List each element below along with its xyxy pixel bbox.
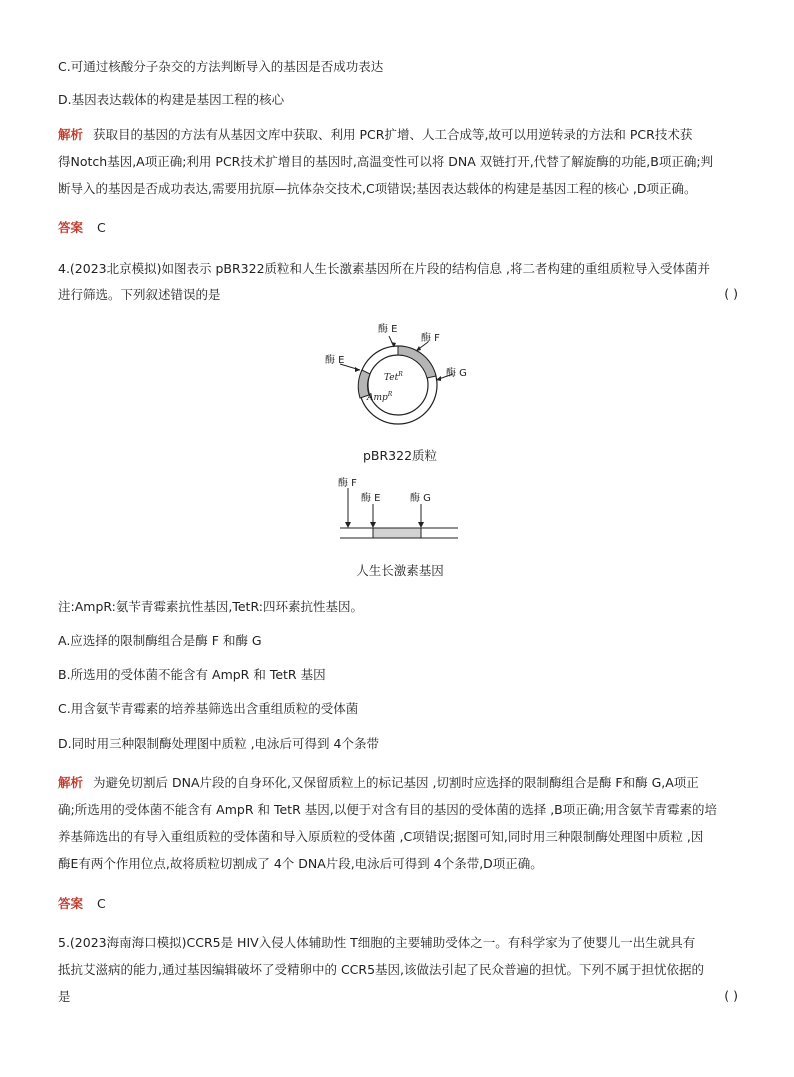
- plasmid-enzyme-e-top-label: 酶 E: [378, 324, 398, 335]
- answer-label: 答案: [58, 220, 84, 235]
- q4-analysis-line1: 解析 为避免切割后 DNA片段的自身环化,又保留质粒上的标记基因 ,切割时应选择的限制酶组合是酶 F和酶 G,A项正: [58, 775, 699, 790]
- q3-option-d: D.基因表达载体的构建是基因工程的核心: [58, 92, 285, 107]
- answer-label: 答案: [58, 896, 84, 911]
- answer-value: C: [97, 896, 106, 911]
- plasmid-enzyme-g-label: 酶 G: [446, 368, 467, 379]
- analysis-label: 解析: [58, 127, 84, 142]
- amp-label: Amp$^R$: [367, 391, 393, 403]
- q4-answer-blank: ( ): [724, 286, 738, 301]
- q3-answer: [58, 219, 106, 237]
- q4-answer: [58, 895, 106, 913]
- q4-analysis-line2: 确;所选用的受体菌不能含有 AmpR 和 TetR 基因,以便于对含有目的基因的受体菌的选择 ,B项正确;用含氨苄青霉素的培: [58, 802, 717, 817]
- q4-note: 注:AmpR:氨苄青霉素抗性基因,TetR:四环素抗性基因。: [58, 599, 363, 614]
- gene-caption: 人生长激素基因: [356, 563, 444, 578]
- q5-stem-line3: 是: [58, 989, 71, 1004]
- q5-answer-blank: ( ): [724, 988, 738, 1003]
- gene-enzyme-e-label: 酶 E: [361, 493, 381, 504]
- analysis-label: 解析: [58, 775, 84, 790]
- q4-analysis-line3: 养基筛选出的有导入重组质粒的受体菌和导入原质粒的受体菌 ,C项错误;据图可知,同时用三种限制酶处理图中质粒 ,因: [58, 829, 704, 844]
- q4-option-a: A.应选择的限制酶组合是酶 F 和酶 G: [58, 633, 262, 648]
- q3-analysis-line2: 得Notch基因,A项正确;利用 PCR技术扩增目的基因时,高温变性可以将 DNA 双链打开,代替了解旋酶的功能,B项正确;判: [58, 154, 714, 169]
- q4-option-c: C.用含氨苄青霉素的培养基筛选出含重组质粒的受体菌: [58, 701, 359, 716]
- q4-option-d: D.同时用三种限制酶处理图中质粒 ,电泳后可得到 4个条带: [58, 736, 379, 751]
- q4-stem-line1: 4.(2023北京模拟)如图表示 pBR322质粒和人生长激素基因所在片段的结构信息 ,将二者构建的重组质粒导入受体菌并: [58, 261, 710, 276]
- q4-option-b: B.所选用的受体菌不能含有 AmpR 和 TetR 基因: [58, 667, 326, 682]
- gene-enzyme-f-label: 酶 F: [338, 478, 357, 489]
- plasmid-caption: pBR322质粒: [362, 448, 438, 463]
- answer-value: C: [97, 220, 106, 235]
- gene-segment-diagram: [330, 476, 470, 546]
- q4-stem-line2: 进行筛选。下列叙述错误的是: [58, 287, 221, 302]
- growth-hormone-gene-region: [373, 528, 421, 538]
- q5-stem-line1: 5.(2023海南海口模拟)CCR5是 HIV入侵人体辅助性 T细胞的主要辅助受体之一。有科学家为了使婴儿一出生就具有: [58, 935, 696, 950]
- q4-analysis-line4: 酶E有两个作用位点,故将质粒切割成了 4个 DNA片段,电泳后可得到 4个条带,D项正确。: [58, 856, 543, 871]
- q3-option-c: C.可通过核酸分子杂交的方法判断导入的基因是否成功表达: [58, 59, 384, 74]
- plasmid-enzyme-e-left-label: 酶 E: [325, 355, 345, 366]
- plasmid-diagram: [310, 318, 490, 438]
- gene-enzyme-g-label: 酶 G: [410, 493, 431, 504]
- q3-analysis-line3: 断导入的基因是否成功表达,需要用抗原—抗体杂交技术,C项错误;基因表达载体的构建是基因工程的核心 ,D项正确。: [58, 181, 697, 196]
- tet-label: Tet$^R$: [384, 371, 403, 383]
- q5-stem-line2: 抵抗艾滋病的能力,通过基因编辑破坏了受精卵中的 CCR5基因,该做法引起了民众普遍的担忧。下列不属于担忧依据的: [58, 962, 705, 977]
- q3-analysis-line1: 解析 获取目的基因的方法有从基因文库中获取、利用 PCR扩增、人工合成等,故可以用逆转录的方法和 PCR技术获: [58, 127, 693, 142]
- plasmid-enzyme-f-label: 酶 F: [421, 333, 440, 344]
